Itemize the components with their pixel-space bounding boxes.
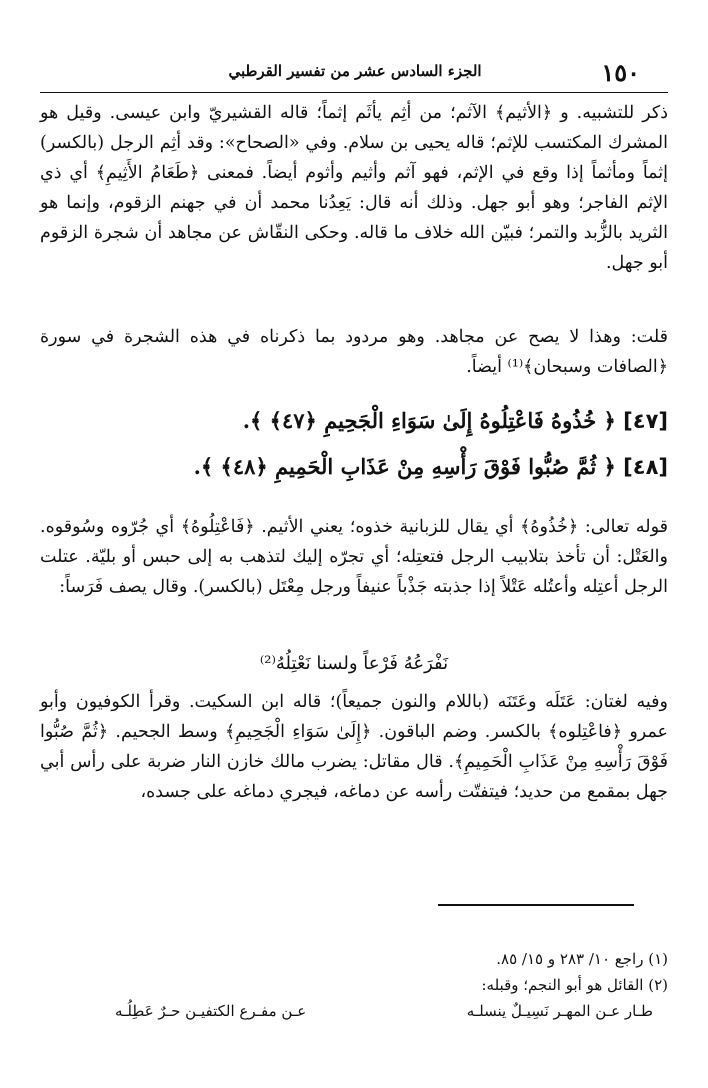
verse-48 [40, 447, 668, 487]
paragraph-text: قوله تعالى: ﴿خُذُوهُ﴾ أي يقال للزبانية خذوه؛ يعني الأثيم. ﴿فَاعْتِلُوهُ﴾ أي جُرّوه وسُوقوه. والعَتْل: أن تأخذ بتلابيب الرجل فتعتِله؛ أي تجرّه إليك لتذهب به إلى حبس أو بليّة. عتلت الرجل أعتِله وأعتُله عَتْلاً إذا جذبته جَذْباً عنيفاً ورجل مِعْتَل (بالكسر). وقال يصف فَرَساً: [40, 517, 668, 597]
paragraph-text: وفيه لغتان: عَتَلَه وعَتَنَه (باللام والنون جميعاً)؛ قاله ابن السكيت. وقرأ الكوفيون وأبو عمرو ﴿فاعْتِلوه﴾ بالكسر. وضم الباقون. ﴿إِلَىٰ سَوَاءِ الْجَحِيمِ﴾ وسط الجحيم. ﴿ثُمَّ صُبُّوا فَوْقَ رَأْسِهِ مِنْ عَذَابِ الْحَمِيمِ﴾. قال مقاتل: يضرب مالك خازن النار ضربة على رأس أبي جهل بمقمع من حديد؛ فيتفتّت رأسه عن دماغه، فيجري دماغه على جسده، [40, 692, 668, 802]
footnote-rule [438, 904, 634, 906]
poem-line [0, 653, 708, 674]
page-header [40, 52, 668, 92]
footnote-2: (٢) القائل هو أبو النجم؛ وقبله: [481, 976, 668, 994]
page-number: ١٥٠ [601, 58, 640, 87]
footnotes [40, 946, 668, 998]
verse-text: ﴿ ثُمَّ صُبُّوا فَوْقَ رَأْسِهِ مِنْ عَذَابِ الْحَمِيمِ ﴿٤٨﴾ ﴾. [193, 454, 616, 479]
footnote-1: (١) راجع ١٠/ ٢٨٣ و ١٥/ ٨٥. [496, 950, 668, 968]
paragraph-text: قلت: وهذا لا يصح عن مجاهد. وهو مردود بما ذكرناه في هذه الشجرة في سورة ﴿الصافات وسبحان﴾⁽¹⁾ أيضاً. [40, 327, 668, 377]
header-rule [40, 92, 668, 93]
poem-text: نَفْرَعُهُ فَرْعاً ولسنا نَعْتِلُهُ⁽²⁾ [259, 653, 449, 674]
couplet-first-half: طـار عـن المهـر نَسِيـلٌ ينسلـه [466, 1002, 653, 1020]
verse-text: ﴿ خُذُوهُ فَاعْتِلُوهُ إِلَىٰ سَوَاءِ الْجَحِيمِ ﴿٤٧﴾ ﴾. [242, 408, 616, 433]
commentary-paragraph-2 [40, 322, 668, 382]
commentary-paragraph-3 [40, 512, 668, 602]
paragraph-text: ذكر للتشبيه. و ﴿الأثيم﴾ الآثم؛ من أثِم يأثَم إثماً؛ قاله القشيريّ وابن عيسى. وقيل هو المشرك المكتسب للإثم؛ قاله يحيى بن سلام. وفي «الصحاح»: وقد أثِم الرجل (بالكسر) إثماً ومأثماً إذا وقع في الإثم، فهو آثم وأثيم وأثوم أيضاً. فمعنى ﴿طَعَامُ الأَثِيمِ﴾ أي ذي الإثم الفاجر؛ وهو أبو جهل. وذلك أنه قال: يَعِدُنا محمد أن في جهنم الزقوم، وإنما هو الثريد بالزُّبد والتمر؛ فبيّن الله خلاف ما قاله. وحكى النقّاش عن مجاهد أن شجرة الزقوم أبو جهل. [40, 103, 668, 273]
commentary-paragraph-1 [40, 98, 668, 278]
running-title: الجزء السادس عشر من تفسير القرطبي [228, 62, 482, 80]
verse-47 [40, 401, 668, 441]
verse-number: [٤٨] [623, 455, 668, 479]
commentary-paragraph-4 [40, 687, 668, 807]
couplet-second-half: عـن مفـرع الكتفيـن حـرٌ عَطِلُـه [115, 1002, 307, 1020]
verse-number: [٤٧] [623, 409, 668, 433]
